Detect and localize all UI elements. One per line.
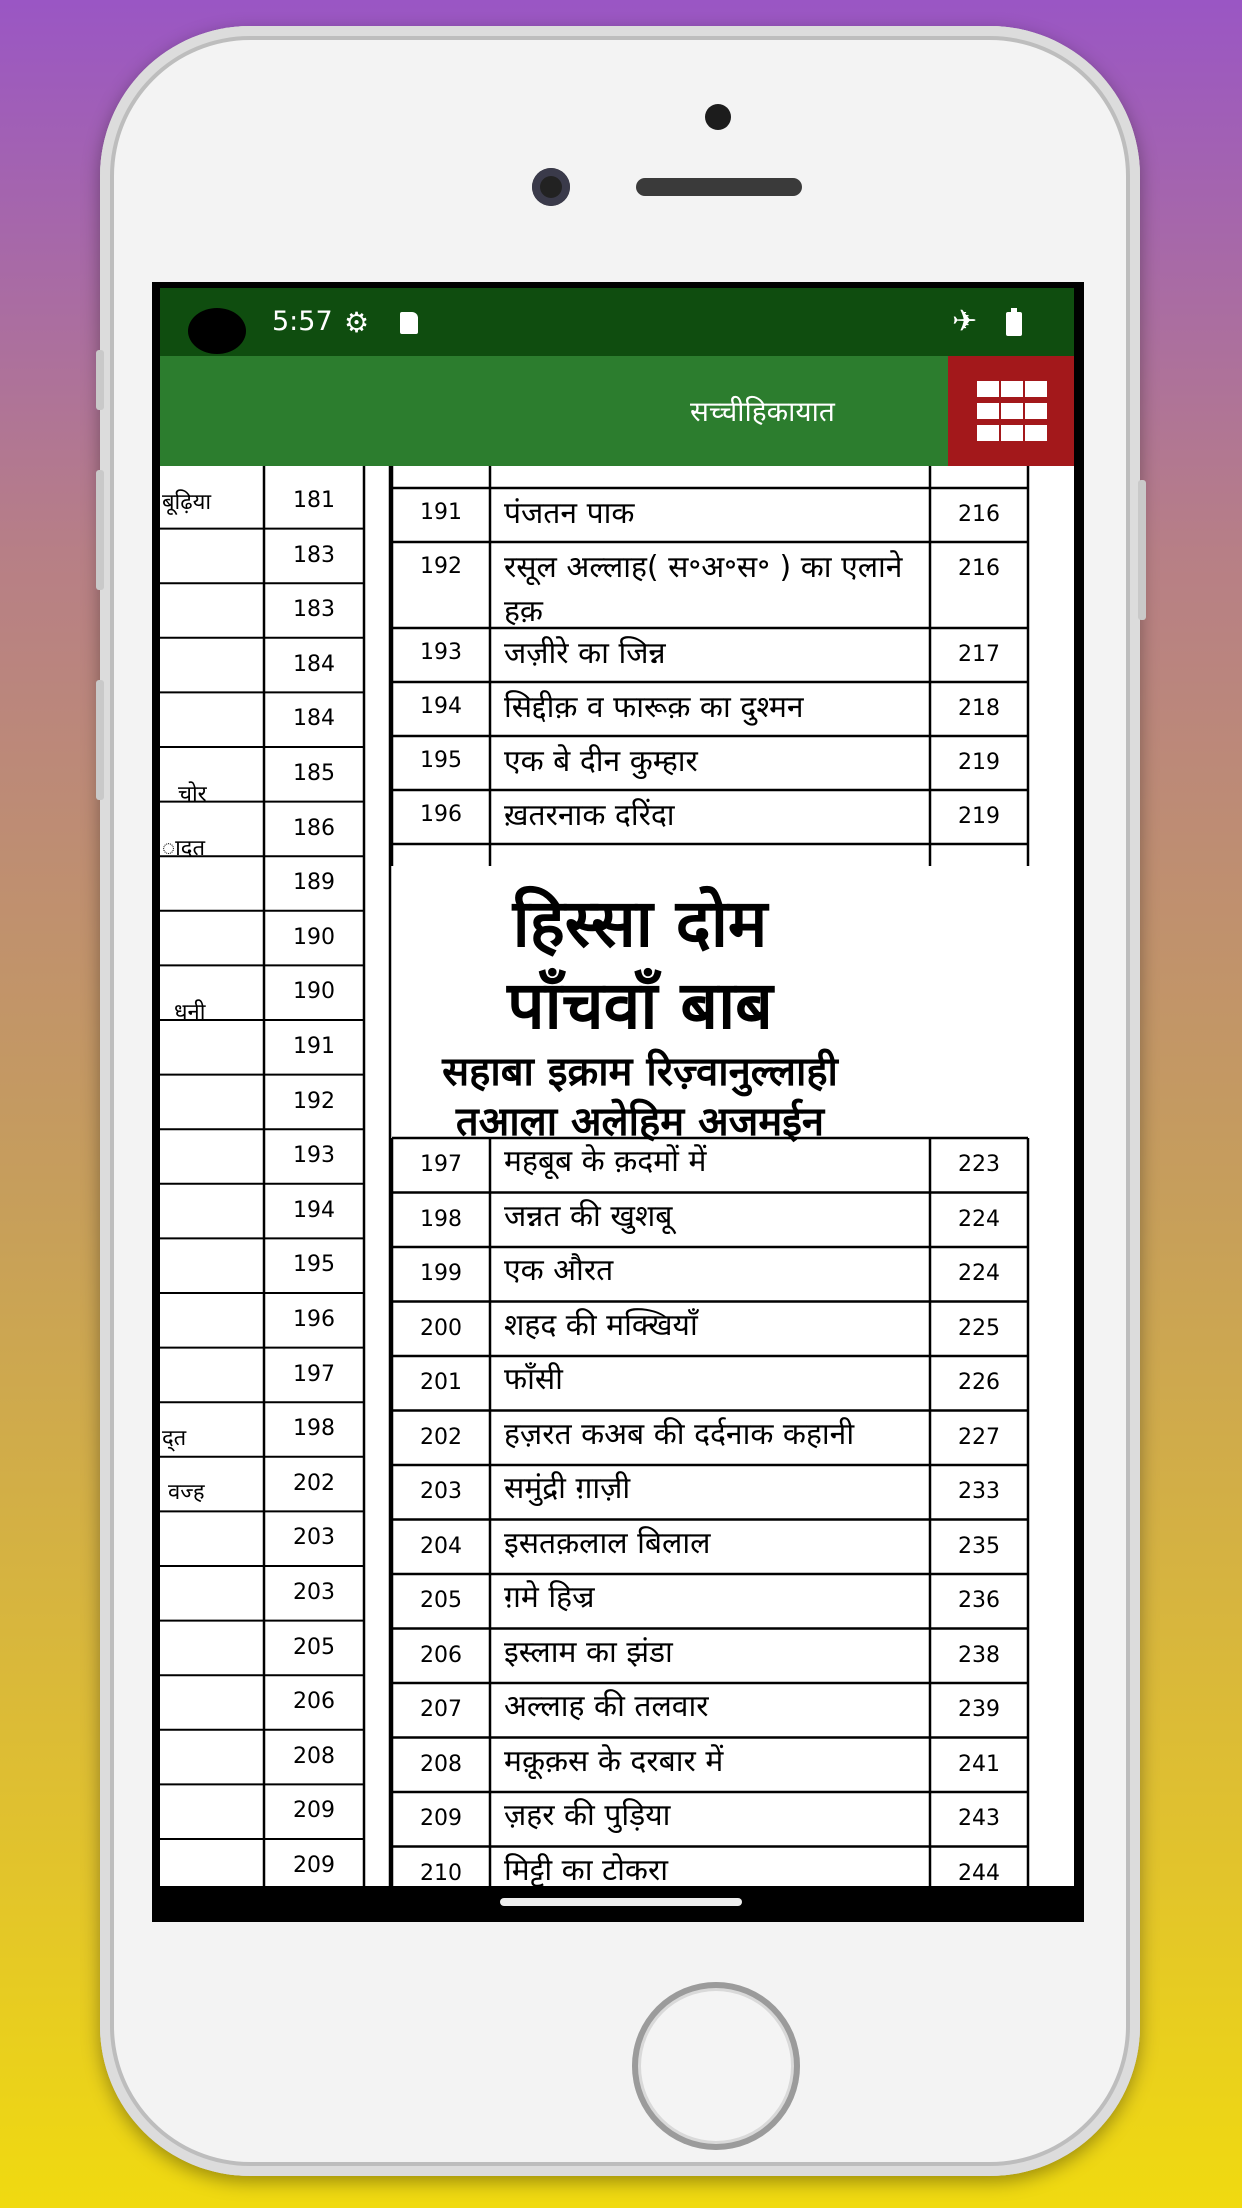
toc-entry-page: 216 xyxy=(958,556,1000,581)
toc-entry-title: जन्नत की खुशबू xyxy=(504,1198,673,1234)
home-indicator[interactable] xyxy=(500,1898,742,1906)
left-partial-text: ादत xyxy=(162,836,205,861)
left-page-number: 205 xyxy=(293,1634,335,1660)
left-page-number: 203 xyxy=(293,1580,335,1605)
left-page-number: 194 xyxy=(293,1197,335,1223)
left-page-number: 209 xyxy=(293,1798,335,1824)
toc-entry-title: हज़रत कअब की दर्दनाक कहानी xyxy=(504,1416,855,1452)
toc-entry-title: रसूल अल्लाह( स॰अ॰स॰ ) का एलाने हक़ xyxy=(504,550,903,629)
left-page-number: 184 xyxy=(293,706,335,732)
status-time: 5:57 xyxy=(272,306,333,337)
left-partial-text: बूढ़िया xyxy=(162,490,212,515)
home-button[interactable] xyxy=(632,1982,800,2150)
left-page-number: 184 xyxy=(293,651,335,677)
heading-subtitle-2: तआला अलेहिम अजमईन xyxy=(455,1099,825,1145)
heading-subtitle-1: सहाबा इक्राम रिज़्वानुल्लाही xyxy=(442,1049,838,1095)
toc-entry-page: 223 xyxy=(958,1152,1000,1177)
toc-entry-number: 196 xyxy=(420,802,462,827)
left-page-number: 209 xyxy=(293,1853,335,1878)
section-heading: हिस्सा दोम xyxy=(512,885,768,962)
camera-cutout xyxy=(188,308,246,354)
toc-entry-number: 204 xyxy=(420,1533,462,1559)
left-page-number: 208 xyxy=(293,1743,335,1769)
front-camera xyxy=(532,168,570,206)
scanned-page xyxy=(160,466,1074,1886)
left-partial-text: द्त xyxy=(162,1426,187,1451)
toc-entry-title: अल्लाह की तलवार xyxy=(504,1689,709,1724)
left-page-number: 197 xyxy=(293,1361,335,1387)
left-partial-text: चोर xyxy=(178,782,207,807)
left-page-number: 195 xyxy=(293,1252,335,1278)
toc-entry-page: 236 xyxy=(958,1588,1000,1613)
grid-menu-button[interactable] xyxy=(948,356,1074,466)
toc-entry-title: एक औरत xyxy=(504,1253,614,1288)
left-page-number: 203 xyxy=(293,1525,335,1551)
proximity-sensor xyxy=(705,104,731,130)
toc-entry-number: 200 xyxy=(420,1315,462,1341)
toc-entry-page: 217 xyxy=(958,642,1000,667)
toc-entry-title: समुंद्री ग़ाज़ी xyxy=(504,1471,631,1506)
toc-entry-number: 197 xyxy=(420,1152,462,1177)
toc-entry-page: 238 xyxy=(958,1642,1000,1668)
toc-entry-page: 243 xyxy=(958,1806,1000,1831)
toc-entry-number: 195 xyxy=(420,748,462,773)
toc-entry-title: इस्लाम का झंडा xyxy=(504,1634,673,1670)
volume-down-button xyxy=(96,680,104,800)
toc-entry-title: पंजतन पाक xyxy=(504,496,635,531)
toc-entry-page: 224 xyxy=(958,1261,1000,1286)
mute-switch xyxy=(96,350,104,410)
screen xyxy=(152,282,1084,1922)
toc-entry-page: 219 xyxy=(958,804,1000,829)
airplane-mode-icon: ✈ xyxy=(952,304,978,339)
left-page-number: 181 xyxy=(293,488,335,513)
left-page-number: 206 xyxy=(293,1689,335,1715)
toc-entry-number: 199 xyxy=(420,1261,462,1286)
toc-entry-number: 198 xyxy=(420,1206,462,1232)
left-page-number: 185 xyxy=(293,761,335,786)
app-title: सच्चीहिकायात xyxy=(690,395,835,428)
left-page-number: 190 xyxy=(293,979,335,1005)
toc-entry-title: महबूब के क़दमों में xyxy=(504,1144,707,1179)
left-page-number: 190 xyxy=(293,924,335,950)
toc-entry-number: 206 xyxy=(420,1642,462,1668)
left-page-number: 196 xyxy=(293,1307,335,1332)
toc-entry-title: ज़हर की पुड़िया xyxy=(504,1798,671,1833)
toc-entry-number: 210 xyxy=(420,1860,462,1886)
chapter-heading: पाँचवाँ बाब xyxy=(507,967,773,1044)
sd-card-icon xyxy=(400,312,418,334)
toc-entry-title: सिद्दीक़ व फारूक़ का दुश्मन xyxy=(504,690,804,725)
toc-entry-page: 224 xyxy=(958,1206,1000,1232)
toc-entry-number: 205 xyxy=(420,1588,462,1613)
toc-entry-title: जज़ीरे का जिन्न xyxy=(504,636,666,671)
toc-entry-page: 235 xyxy=(958,1533,1000,1559)
toc-entry-number: 202 xyxy=(420,1424,462,1450)
toc-entry-title: शहद की मक्खियाँ xyxy=(504,1307,698,1343)
toc-entry-page: 244 xyxy=(958,1860,1000,1886)
toc-entry-page: 233 xyxy=(958,1479,1000,1504)
toc-entry-title: फाँसी xyxy=(504,1362,563,1397)
toc-entry-page: 227 xyxy=(958,1424,1000,1450)
toc-entry-title: एक बे दीन कुम्हार xyxy=(504,744,698,779)
earpiece-speaker xyxy=(636,178,802,196)
app-bar xyxy=(160,356,1074,466)
toc-entry-number: 203 xyxy=(420,1479,462,1504)
toc-entry-page: 241 xyxy=(958,1751,1000,1777)
toc-entry-page: 225 xyxy=(958,1315,1000,1341)
left-page-number: 183 xyxy=(293,597,335,623)
toc-entry-number: 192 xyxy=(420,554,462,579)
left-page-number: 186 xyxy=(293,815,335,841)
settings-icon: ⚙ xyxy=(344,306,370,339)
toc-entry-number: 191 xyxy=(420,500,462,525)
left-page-number: 183 xyxy=(293,542,335,568)
toc-entry-number: 193 xyxy=(420,640,462,665)
toc-entry-page: 218 xyxy=(958,696,1000,721)
toc-entry-title: मक़ूक़स के दरबार में xyxy=(504,1743,724,1779)
toc-entry-page: 239 xyxy=(958,1697,1000,1722)
battery-icon xyxy=(1006,312,1022,336)
toc-entry-number: 201 xyxy=(420,1370,462,1395)
toc-entry-number: 194 xyxy=(420,694,462,719)
document-viewer[interactable] xyxy=(160,466,1074,1886)
toc-entry-page: 216 xyxy=(958,502,1000,527)
toc-entry-title: ख़तरनाक दरिंदा xyxy=(504,798,675,833)
left-partial-text: वज्ह xyxy=(168,1480,205,1505)
toc-entry-page: 226 xyxy=(958,1370,1000,1395)
toc-entry-number: 208 xyxy=(420,1751,462,1777)
volume-up-button xyxy=(96,470,104,590)
left-page-number: 189 xyxy=(293,870,335,896)
left-page-number: 202 xyxy=(293,1470,335,1496)
left-partial-text: धनी xyxy=(174,1000,206,1025)
toc-entry-page: 219 xyxy=(958,750,1000,775)
status-bar xyxy=(160,288,1074,356)
left-page-number: 193 xyxy=(293,1143,335,1169)
left-page-number: 192 xyxy=(293,1088,335,1114)
left-page-number: 198 xyxy=(293,1416,335,1442)
toc-entry-title: मिट्टी का टोकरा xyxy=(504,1852,669,1886)
toc-entry-title: ग़मे हिज्र xyxy=(504,1580,595,1615)
power-button xyxy=(1138,480,1146,620)
toc-entry-number: 207 xyxy=(420,1697,462,1722)
left-page-number: 191 xyxy=(293,1034,335,1059)
toc-entry-number: 209 xyxy=(420,1806,462,1831)
toc-entry-title: इसतक़लाल बिलाल xyxy=(504,1525,711,1561)
